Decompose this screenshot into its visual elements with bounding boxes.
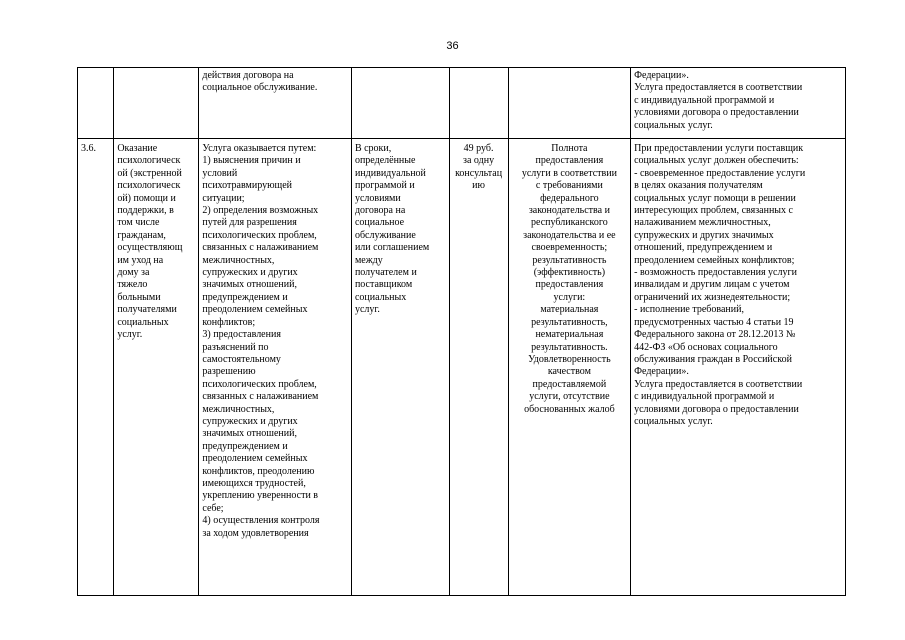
cell-description: действия договора на социальное обслуживание. bbox=[199, 68, 352, 139]
page-number: 36 bbox=[446, 40, 459, 52]
table-row bbox=[78, 68, 846, 139]
cell-quality bbox=[508, 68, 630, 139]
cell-service-name bbox=[114, 68, 199, 139]
cell-number: 3.6. bbox=[78, 139, 114, 596]
cell-term bbox=[351, 68, 449, 139]
cell-term: В сроки, определённые индивидуальной программой и условиями договора на социальное обслуживание или соглашением между получателем и поставщиком социальных услуг. bbox=[351, 139, 449, 596]
cell-number bbox=[78, 68, 114, 139]
services-table bbox=[77, 67, 846, 596]
cell-description: Услуга оказывается путем: 1) выяснения причин и условий психотравмирующей ситуации; 2) определения возможных путей для разрешения психологических проблем, связанных с налаживанием межличностных, супружеских и других значимых отношений, предупреждением и преодолением семейных конфликтов; 3) предоставления разъяснений по самостоятельному разрешению психологических проблем, связанных с налаживанием межличностных, супружеских и других значимых отношений, предупреждением и преодолением семейных конфликтов, преодолению имеющихся трудностей, укреплению уверенности в себе; 4) осуществления контроля за ходом удовлетворения bbox=[199, 139, 352, 596]
cell-service-name: Оказание психологическ ой (экстренной психологическ ой) помощи и поддержки, в том числе гражданам, осуществляющ им уход на дому за тяжело больными получателями социальных услуг. bbox=[114, 139, 199, 596]
cell-quality: Полнота предоставления услуги в соответствии с требованиями федерального законодательства и республиканского законодательства и ее своевременность; результативность (эффективность) предоставления услуги: материальная результативность, нематериальная результативность. Удовлетворенность качеством предоставляемой услуги, отсутствие обоснованных жалоб bbox=[508, 139, 630, 596]
cell-conditions: Федерации». Услуга предоставляется в соответствии с индивидуальной программой и условиями договора о предоставлении социальных услуг. bbox=[631, 68, 846, 139]
cell-conditions: При предоставлении услуги поставщик социальных услуг должен обеспечить: - своевременное предоставление услуги в целях оказания получателям социальных услуг помощи в решении интересующих проблем, связанных с налаживанием межличностных, супружеских и других значимых отношений, предупреждением и преодолением семейных конфликтов; - возможность предоставления услуги инвалидам и другим лицам с учетом ограничений их жизнедеятельности; - исполнение требований, предусмотренных частью 4 статьи 19 Федерального закона от 28.12.2013 № 442-ФЗ «Об основах социального обслуживания граждан в Российской Федерации». Услуга предоставляется в соответствии с индивидуальной программой и условиями договора о предоставлении социальных услуг. bbox=[631, 139, 846, 596]
cell-price bbox=[449, 68, 508, 139]
cell-price: 49 руб. за одну консультац ию bbox=[449, 139, 508, 596]
table-row bbox=[78, 139, 846, 596]
